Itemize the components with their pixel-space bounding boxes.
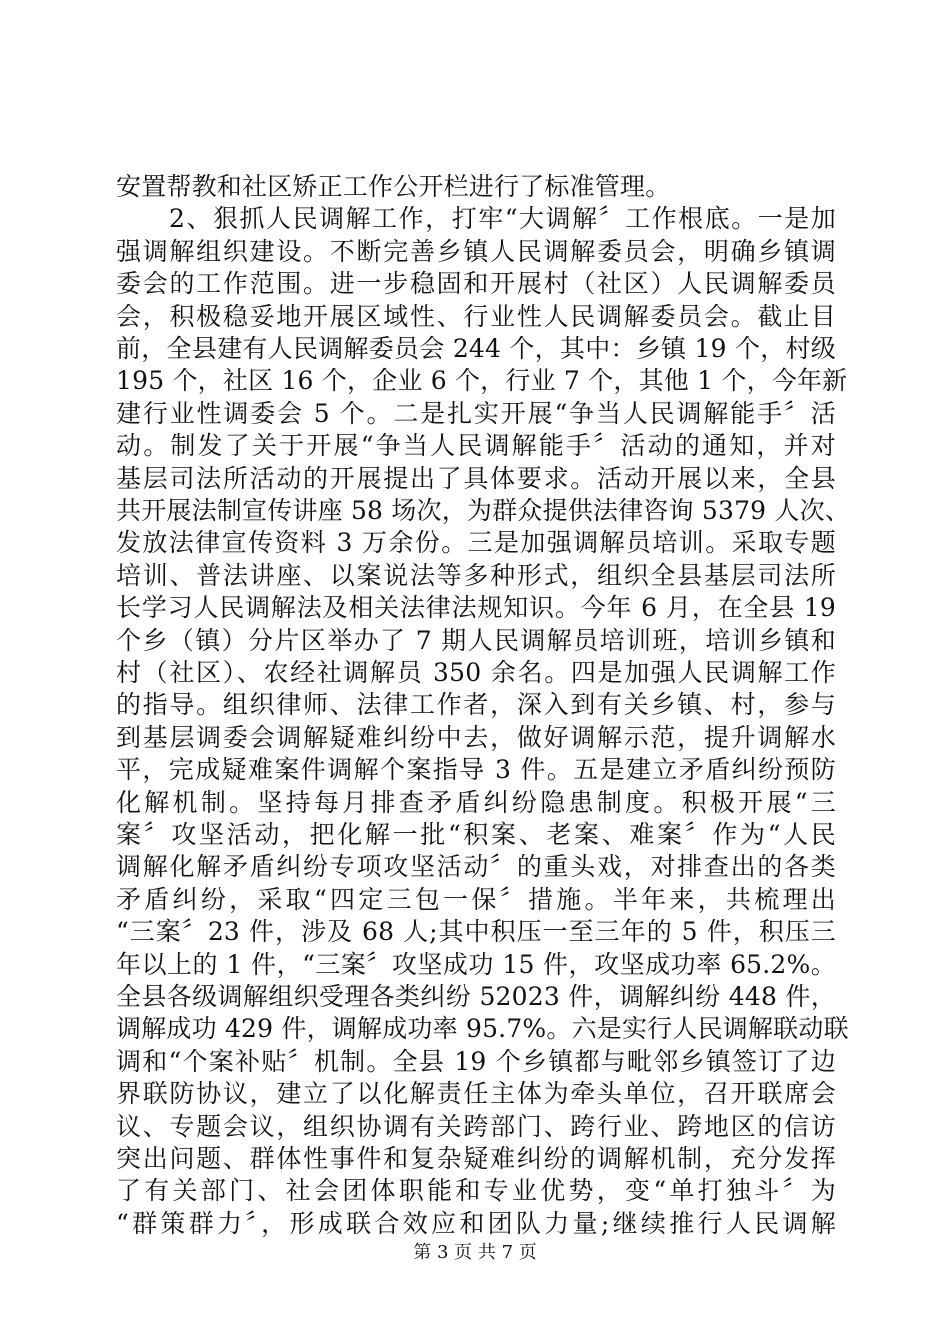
- text-line: 调解成功 429 件，调解成功率 95.7%。六是实行人民调解联动联: [116, 1014, 849, 1044]
- text-line: 平，完成疑难案件调解个案指导 3 件。五是建立矛盾纠纷预防: [116, 755, 836, 785]
- text-line: 年以上的 1 件，“三案〞攻坚成功 15 件，攻坚成功率 65.2%。: [116, 949, 836, 979]
- text-line: 发放法律宣传资料 3 万余份。三是加强调解员培训。采取专题: [116, 528, 836, 558]
- text-line: 矛盾纠纷，采取“四定三包一保〞措施。半年来，共梳理出: [116, 884, 836, 914]
- text-line: 化解机制。坚持每月排查矛盾纠纷隐患制度。积极开展“三: [116, 787, 836, 817]
- text-line: 会，积极稳妥地开展区域性、行业性人民调解委员会。截止目: [116, 301, 836, 331]
- page-footer: 第 3 页 共 7 页: [413, 1242, 537, 1263]
- text-line: 培训、普法讲座、以案说法等多种形式，组织全县基层司法所: [116, 560, 836, 590]
- text-line: 调和“个案补贴〞机制。全县 19 个乡镇都与毗邻乡镇签订了边: [116, 1046, 836, 1076]
- text-line: 调解化解矛盾纠纷专项攻坚活动〞的重头戏，对排查出的各类: [116, 852, 836, 882]
- text-line: 基层司法所活动的开展提出了具体要求。活动开展以来，全县: [116, 463, 836, 493]
- text-line: 的指导。组织律师、法律工作者，深入到有关乡镇、村，参与: [116, 690, 836, 720]
- text-line: “三案〞23 件，涉及 68 人;其中积压一至三年的 5 件，积压三: [116, 917, 836, 947]
- text-line: 突出问题、群体性事件和复杂疑难纠纷的调解机制，充分发挥: [116, 1144, 836, 1173]
- text-line: 村（社区）、农经社调解员 350 余名。四是加强人民调解工作: [116, 658, 836, 687]
- text-line: 长学习人民调解法及相关法律法规知识。今年 6 月，在全县 19: [116, 593, 836, 623]
- text-line: 前，全县建有人民调解委员会 244 个，其中：乡镇 19 个，村级: [116, 334, 836, 363]
- text-line: 了有关部门、社会团体职能和专业优势，变“单打独斗〞为: [116, 1176, 836, 1206]
- text-line: 到基层调委会调解疑难纠纷中去，做好调解示范，提升调解水: [116, 722, 836, 752]
- text-line: 安置帮教和社区矫正工作公开栏进行了标准管理。: [116, 172, 671, 201]
- text-line: 全县各级调解组织受理各类纠纷 52023 件，调解纠纷 448 件，: [116, 982, 836, 1011]
- text-line: 共开展法制宣传讲座 58 场次，为群众提供法律咨询 5379 人次、: [116, 496, 851, 525]
- text-line: 案〞攻坚活动，把化解一批“积案、老案、难案〞作为“人民: [116, 820, 836, 849]
- text-line: 议、专题会议，组织协调有关跨部门、跨行业、跨地区的信访: [116, 1111, 836, 1141]
- text-line: 强调解组织建设。不断完善乡镇人民调解委员会，明确乡镇调: [116, 236, 836, 266]
- text-line: 2、狠抓人民调解工作，打牢“大调解〞工作根底。一是加: [116, 204, 836, 234]
- text-line: “群策群力〞，形成联合效应和团队力量;继续推行人民调解: [116, 1208, 836, 1238]
- text-line: 委会的工作范围。进一步稳固和开展村（社区）人民调解委员: [116, 269, 836, 299]
- text-line: 界联防协议，建立了以化解责任主体为牵头单位，召开联席会: [116, 1079, 836, 1109]
- text-line: 个乡（镇）分片区举办了 7 期人民调解员培训班，培训乡镇和: [116, 625, 836, 655]
- text-line: 195 个，社区 16 个，企业 6 个，行业 7 个，其他 1 个，今年新: [116, 366, 848, 396]
- text-line: 建行业性调委会 5 个。二是扎实开展“争当人民调解能手〞活: [116, 398, 836, 428]
- text-line: 动。制发了关于开展“争当人民调解能手〞活动的通知，并对: [116, 431, 836, 461]
